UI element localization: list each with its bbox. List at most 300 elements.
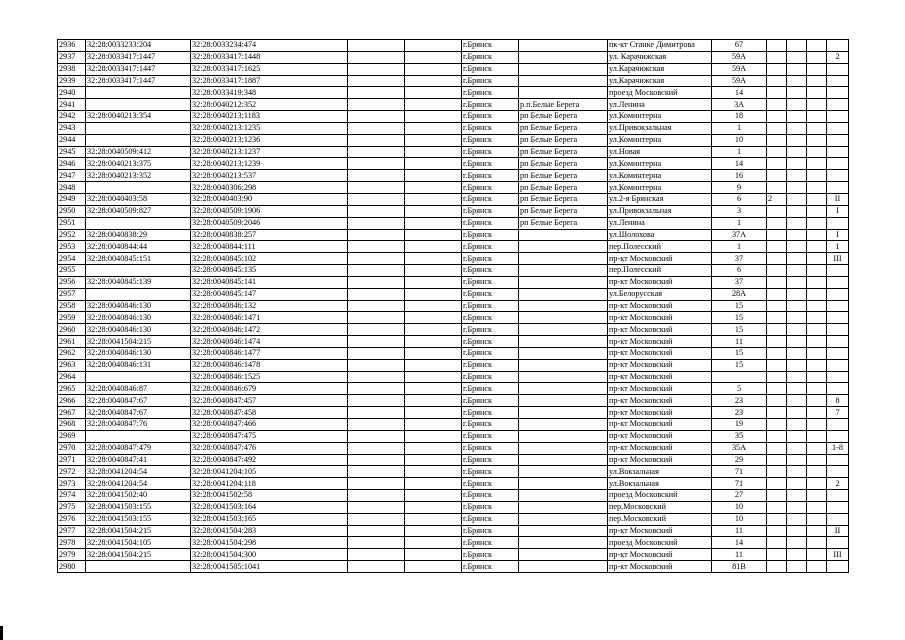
cell-col-10 bbox=[767, 466, 787, 478]
cell-parcel-number bbox=[86, 288, 191, 300]
cell-row-number: 2979 bbox=[58, 549, 86, 561]
cell-col-4 bbox=[348, 134, 405, 146]
cell-col-12 bbox=[807, 170, 827, 182]
cell-col-11 bbox=[787, 407, 807, 419]
cell-col-10 bbox=[767, 205, 787, 217]
cell-col-5 bbox=[405, 170, 462, 182]
cell-col-5 bbox=[405, 407, 462, 419]
cell-object-number: 32:28:0040846:132 bbox=[191, 300, 348, 312]
cell-object-number: 32:28:0040846:1525 bbox=[191, 371, 348, 383]
cell-settlement: рп Белые Берега bbox=[519, 217, 608, 229]
cell-col-11 bbox=[787, 193, 807, 205]
cell-col-11 bbox=[787, 490, 807, 502]
cell-col-10 bbox=[767, 170, 787, 182]
cell-col-10 bbox=[767, 40, 787, 52]
cell-street: проезд Московский bbox=[608, 87, 712, 99]
cell-col-12 bbox=[807, 525, 827, 537]
cell-col-11 bbox=[787, 75, 807, 87]
table-row bbox=[58, 87, 849, 99]
cell-col-10 bbox=[767, 87, 787, 99]
cell-object-number: 32:28:0033417:1448 bbox=[191, 51, 348, 63]
cell-room-number bbox=[827, 111, 849, 123]
cell-col-5 bbox=[405, 40, 462, 52]
cell-col-4 bbox=[348, 324, 405, 336]
cell-street: пр-кт Московский bbox=[608, 383, 712, 395]
cell-city: г.Брянск bbox=[462, 122, 519, 134]
cell-room-number bbox=[827, 371, 849, 383]
cell-col-11 bbox=[787, 419, 807, 431]
cell-col-12 bbox=[807, 430, 827, 442]
cell-object-number: 32:28:0040847:475 bbox=[191, 430, 348, 442]
cell-col-5 bbox=[405, 99, 462, 111]
cell-col-11 bbox=[787, 395, 807, 407]
cell-city: г.Брянск bbox=[462, 99, 519, 111]
table-row bbox=[58, 51, 849, 63]
cell-col-4 bbox=[348, 312, 405, 324]
table-row bbox=[58, 63, 849, 75]
table-row bbox=[58, 111, 849, 123]
cell-city: г.Брянск bbox=[462, 442, 519, 454]
cell-house-number: 6 bbox=[712, 193, 767, 205]
cell-house-number: 5 bbox=[712, 383, 767, 395]
cell-row-number: 2956 bbox=[58, 276, 86, 288]
cell-row-number: 2953 bbox=[58, 241, 86, 253]
table-row bbox=[58, 312, 849, 324]
cell-row-number: 2940 bbox=[58, 87, 86, 99]
cell-col-4 bbox=[348, 111, 405, 123]
cell-col-12 bbox=[807, 513, 827, 525]
cell-col-12 bbox=[807, 359, 827, 371]
cell-city: г.Брянск bbox=[462, 561, 519, 573]
table-row bbox=[58, 300, 849, 312]
cell-row-number: 2967 bbox=[58, 407, 86, 419]
cell-room-number bbox=[827, 122, 849, 134]
cell-col-12 bbox=[807, 288, 827, 300]
cell-settlement bbox=[519, 430, 608, 442]
cell-col-11 bbox=[787, 359, 807, 371]
cell-col-4 bbox=[348, 407, 405, 419]
cell-room-number: I bbox=[827, 229, 849, 241]
cell-room-number: 1-8 bbox=[827, 442, 849, 454]
cell-col-11 bbox=[787, 241, 807, 253]
cell-parcel-number: 32:28:0041503:155 bbox=[86, 513, 191, 525]
cell-settlement: рп Белые Берега bbox=[519, 170, 608, 182]
cell-col-10 bbox=[767, 51, 787, 63]
cell-col-12 bbox=[807, 87, 827, 99]
cell-col-4 bbox=[348, 253, 405, 265]
cell-object-number: 32:28:0041204:105 bbox=[191, 466, 348, 478]
cell-object-number: 32:28:0040846:679 bbox=[191, 383, 348, 395]
cell-col-5 bbox=[405, 205, 462, 217]
cell-col-11 bbox=[787, 288, 807, 300]
cell-col-5 bbox=[405, 182, 462, 194]
cell-street: ул.Вокзальная bbox=[608, 478, 712, 490]
cell-object-number: 32:28:0041503:164 bbox=[191, 501, 348, 513]
cell-col-12 bbox=[807, 51, 827, 63]
cell-col-11 bbox=[787, 501, 807, 513]
cell-settlement bbox=[519, 229, 608, 241]
table-row bbox=[58, 419, 849, 431]
cell-settlement bbox=[519, 490, 608, 502]
cell-row-number: 2951 bbox=[58, 217, 86, 229]
cell-col-11 bbox=[787, 99, 807, 111]
cell-street: ул.Привокзальная bbox=[608, 122, 712, 134]
cell-col-10 bbox=[767, 75, 787, 87]
cell-object-number: 32:28:0041504:298 bbox=[191, 537, 348, 549]
cell-col-12 bbox=[807, 549, 827, 561]
cell-parcel-number: 32:28:0040838:29 bbox=[86, 229, 191, 241]
cell-city: г.Брянск bbox=[462, 146, 519, 158]
cell-object-number: 32:28:0040846:1472 bbox=[191, 324, 348, 336]
cell-col-12 bbox=[807, 324, 827, 336]
cell-col-5 bbox=[405, 324, 462, 336]
cell-col-12 bbox=[807, 501, 827, 513]
cell-col-10 bbox=[767, 419, 787, 431]
cell-col-11 bbox=[787, 549, 807, 561]
cell-house-number bbox=[712, 371, 767, 383]
cell-col-12 bbox=[807, 478, 827, 490]
cell-col-11 bbox=[787, 371, 807, 383]
cell-settlement bbox=[519, 336, 608, 348]
cell-parcel-number bbox=[86, 217, 191, 229]
cell-row-number: 2944 bbox=[58, 134, 86, 146]
cell-col-10 bbox=[767, 561, 787, 573]
cell-street: пр-кт Московский bbox=[608, 276, 712, 288]
table-row bbox=[58, 371, 849, 383]
cell-city: г.Брянск bbox=[462, 63, 519, 75]
cell-room-number bbox=[827, 561, 849, 573]
cell-parcel-number: 32:28:0040846:130 bbox=[86, 324, 191, 336]
cell-object-number: 32:28:0040846:1471 bbox=[191, 312, 348, 324]
cell-house-number: 11 bbox=[712, 549, 767, 561]
cell-row-number: 2943 bbox=[58, 122, 86, 134]
table-row bbox=[58, 490, 849, 502]
cell-col-12 bbox=[807, 241, 827, 253]
cell-city: г.Брянск bbox=[462, 324, 519, 336]
table-row bbox=[58, 525, 849, 537]
cell-city: г.Брянск bbox=[462, 229, 519, 241]
cell-house-number: 59А bbox=[712, 51, 767, 63]
cell-col-10 bbox=[767, 383, 787, 395]
cell-street: ул.Шолохова bbox=[608, 229, 712, 241]
cell-col-10 bbox=[767, 146, 787, 158]
cell-city: г.Брянск bbox=[462, 430, 519, 442]
cell-row-number: 2978 bbox=[58, 537, 86, 549]
cell-col-5 bbox=[405, 419, 462, 431]
cell-settlement bbox=[519, 300, 608, 312]
cell-street: пр-кт Московский bbox=[608, 371, 712, 383]
cell-row-number: 2945 bbox=[58, 146, 86, 158]
cell-row-number: 2970 bbox=[58, 442, 86, 454]
cell-city: г.Брянск bbox=[462, 300, 519, 312]
cell-col-10 bbox=[767, 158, 787, 170]
cell-col-11 bbox=[787, 265, 807, 277]
cell-parcel-number: 32:28:0040847:67 bbox=[86, 407, 191, 419]
cell-city: г.Брянск bbox=[462, 549, 519, 561]
cell-room-number bbox=[827, 63, 849, 75]
cell-object-number: 32:28:0040213:1236 bbox=[191, 134, 348, 146]
cell-row-number: 2965 bbox=[58, 383, 86, 395]
cell-parcel-number bbox=[86, 182, 191, 194]
cell-settlement: рп Белые Берега bbox=[519, 122, 608, 134]
cell-room-number bbox=[827, 40, 849, 52]
cell-col-4 bbox=[348, 241, 405, 253]
cell-house-number: 29 bbox=[712, 454, 767, 466]
cell-street: пр-кт Московский bbox=[608, 395, 712, 407]
cell-street: пр-кт Московский bbox=[608, 347, 712, 359]
cell-city: г.Брянск bbox=[462, 383, 519, 395]
cell-col-11 bbox=[787, 442, 807, 454]
cell-col-4 bbox=[348, 170, 405, 182]
cell-object-number: 32:28:0040212:352 bbox=[191, 99, 348, 111]
cell-object-number: 32:28:0040846:1477 bbox=[191, 347, 348, 359]
cell-col-5 bbox=[405, 87, 462, 99]
cell-city: г.Брянск bbox=[462, 478, 519, 490]
cell-room-number bbox=[827, 75, 849, 87]
cell-col-4 bbox=[348, 300, 405, 312]
cell-house-number: 35А bbox=[712, 442, 767, 454]
cell-col-11 bbox=[787, 561, 807, 573]
cell-city: г.Брянск bbox=[462, 466, 519, 478]
cell-col-4 bbox=[348, 525, 405, 537]
cell-col-12 bbox=[807, 40, 827, 52]
cell-col-5 bbox=[405, 122, 462, 134]
cell-object-number: 32:28:0040844:111 bbox=[191, 241, 348, 253]
cell-col-10 bbox=[767, 229, 787, 241]
cell-row-number: 2966 bbox=[58, 395, 86, 407]
cell-col-10 bbox=[767, 253, 787, 265]
cell-col-4 bbox=[348, 347, 405, 359]
table-row bbox=[58, 122, 849, 134]
cell-col-5 bbox=[405, 383, 462, 395]
cell-col-10 bbox=[767, 265, 787, 277]
cell-street: пр-кт Московский bbox=[608, 359, 712, 371]
cell-col-10 bbox=[767, 513, 787, 525]
cell-house-number: 81В bbox=[712, 561, 767, 573]
cell-parcel-number: 32:28:0033417:1447 bbox=[86, 63, 191, 75]
cell-col-4 bbox=[348, 229, 405, 241]
cell-col-5 bbox=[405, 276, 462, 288]
cell-col-5 bbox=[405, 549, 462, 561]
cell-room-number bbox=[827, 312, 849, 324]
cell-col-12 bbox=[807, 265, 827, 277]
cell-row-number: 2952 bbox=[58, 229, 86, 241]
cell-row-number: 2959 bbox=[58, 312, 86, 324]
cell-house-number: 3 bbox=[712, 205, 767, 217]
cell-col-12 bbox=[807, 217, 827, 229]
cell-city: г.Брянск bbox=[462, 253, 519, 265]
cell-settlement bbox=[519, 288, 608, 300]
cell-row-number: 2972 bbox=[58, 466, 86, 478]
cell-col-4 bbox=[348, 561, 405, 573]
cell-col-10 bbox=[767, 324, 787, 336]
cell-city: г.Брянск bbox=[462, 193, 519, 205]
cell-row-number: 2948 bbox=[58, 182, 86, 194]
cell-street: пр-кт Московский bbox=[608, 525, 712, 537]
cell-room-number bbox=[827, 217, 849, 229]
cell-settlement bbox=[519, 324, 608, 336]
cell-col-12 bbox=[807, 419, 827, 431]
cell-col-12 bbox=[807, 205, 827, 217]
cell-col-12 bbox=[807, 182, 827, 194]
cell-city: г.Брянск bbox=[462, 407, 519, 419]
cell-col-12 bbox=[807, 111, 827, 123]
cell-col-10 bbox=[767, 99, 787, 111]
cell-city: г.Брянск bbox=[462, 241, 519, 253]
cell-col-12 bbox=[807, 229, 827, 241]
cell-col-5 bbox=[405, 561, 462, 573]
cell-col-4 bbox=[348, 63, 405, 75]
cell-house-number: 71 bbox=[712, 466, 767, 478]
cell-settlement bbox=[519, 513, 608, 525]
cell-col-4 bbox=[348, 501, 405, 513]
cell-col-12 bbox=[807, 276, 827, 288]
cell-room-number bbox=[827, 276, 849, 288]
cell-col-10 bbox=[767, 395, 787, 407]
cell-col-10 bbox=[767, 300, 787, 312]
table-row bbox=[58, 347, 849, 359]
cell-street: проезд Московский bbox=[608, 537, 712, 549]
cell-col-5 bbox=[405, 229, 462, 241]
registry-table bbox=[57, 39, 849, 573]
cell-city: г.Брянск bbox=[462, 87, 519, 99]
cell-parcel-number: 32:28:0040846:87 bbox=[86, 383, 191, 395]
table-row bbox=[58, 442, 849, 454]
cell-settlement bbox=[519, 549, 608, 561]
cell-parcel-number: 32:28:0041204:54 bbox=[86, 478, 191, 490]
cell-col-10 bbox=[767, 276, 787, 288]
cell-col-12 bbox=[807, 395, 827, 407]
cell-col-4 bbox=[348, 336, 405, 348]
cell-col-4 bbox=[348, 217, 405, 229]
cell-house-number: 15 bbox=[712, 347, 767, 359]
table-row bbox=[58, 182, 849, 194]
cell-col-11 bbox=[787, 51, 807, 63]
cell-parcel-number: 32:28:0041504:215 bbox=[86, 336, 191, 348]
cell-parcel-number: 32:28:0040844:44 bbox=[86, 241, 191, 253]
table-row bbox=[58, 501, 849, 513]
cell-col-10 bbox=[767, 347, 787, 359]
cell-row-number: 2958 bbox=[58, 300, 86, 312]
cell-street: пр-кт Московский bbox=[608, 312, 712, 324]
cell-col-5 bbox=[405, 193, 462, 205]
cell-settlement bbox=[519, 347, 608, 359]
cell-col-12 bbox=[807, 253, 827, 265]
cell-room-number: 2 bbox=[827, 51, 849, 63]
cell-house-number: 1 bbox=[712, 122, 767, 134]
cell-row-number: 2954 bbox=[58, 253, 86, 265]
cell-settlement: р.п.Белые Берега bbox=[519, 99, 608, 111]
cell-settlement: рп Белые Берега bbox=[519, 193, 608, 205]
cell-object-number: 32:28:0040213:1239 bbox=[191, 158, 348, 170]
cell-house-number: 15 bbox=[712, 312, 767, 324]
cell-object-number: 32:28:0040845:141 bbox=[191, 276, 348, 288]
cell-col-11 bbox=[787, 466, 807, 478]
cell-col-11 bbox=[787, 454, 807, 466]
cell-col-11 bbox=[787, 312, 807, 324]
cell-city: г.Брянск bbox=[462, 359, 519, 371]
cell-col-4 bbox=[348, 288, 405, 300]
cell-room-number bbox=[827, 513, 849, 525]
cell-object-number: 32:28:0040213:1235 bbox=[191, 122, 348, 134]
cell-col-5 bbox=[405, 537, 462, 549]
cell-col-4 bbox=[348, 454, 405, 466]
cell-street: пр-кт Московский bbox=[608, 442, 712, 454]
cell-col-12 bbox=[807, 158, 827, 170]
table-row bbox=[58, 40, 849, 52]
cell-col-11 bbox=[787, 134, 807, 146]
cell-room-number bbox=[827, 490, 849, 502]
cell-parcel-number: 32:28:0041503:155 bbox=[86, 501, 191, 513]
cell-col-12 bbox=[807, 312, 827, 324]
cell-parcel-number bbox=[86, 87, 191, 99]
cell-col-11 bbox=[787, 229, 807, 241]
cell-room-number: III bbox=[827, 253, 849, 265]
cell-col-10 bbox=[767, 241, 787, 253]
cell-parcel-number bbox=[86, 430, 191, 442]
table-row bbox=[58, 205, 849, 217]
cell-col-4 bbox=[348, 419, 405, 431]
cell-row-number: 2977 bbox=[58, 525, 86, 537]
table-row bbox=[58, 193, 849, 205]
cell-row-number: 2969 bbox=[58, 430, 86, 442]
cell-room-number bbox=[827, 430, 849, 442]
cell-col-4 bbox=[348, 193, 405, 205]
cell-col-11 bbox=[787, 170, 807, 182]
cell-street: ул.Ленина bbox=[608, 99, 712, 111]
cell-col-11 bbox=[787, 205, 807, 217]
cell-col-12 bbox=[807, 442, 827, 454]
cell-col-5 bbox=[405, 525, 462, 537]
cell-settlement bbox=[519, 87, 608, 99]
cell-city: г.Брянск bbox=[462, 347, 519, 359]
cell-city: г.Брянск bbox=[462, 182, 519, 194]
cell-col-10 bbox=[767, 525, 787, 537]
cell-col-4 bbox=[348, 383, 405, 395]
cell-object-number: 32:28:0040213:537 bbox=[191, 170, 348, 182]
cell-object-number: 32:28:0040847:466 bbox=[191, 419, 348, 431]
cell-street: пр-кт Московский bbox=[608, 407, 712, 419]
cell-col-11 bbox=[787, 158, 807, 170]
cell-house-number: 1 bbox=[712, 146, 767, 158]
cell-col-5 bbox=[405, 265, 462, 277]
cell-house-number: 37 bbox=[712, 276, 767, 288]
cell-street: ул.2-я Брянская bbox=[608, 193, 712, 205]
cell-settlement bbox=[519, 241, 608, 253]
cell-object-number: 32:28:0040838:257 bbox=[191, 229, 348, 241]
cell-parcel-number bbox=[86, 561, 191, 573]
cell-room-number: II bbox=[827, 193, 849, 205]
cell-col-4 bbox=[348, 430, 405, 442]
cell-col-11 bbox=[787, 253, 807, 265]
cell-parcel-number: 32:28:0040847:76 bbox=[86, 419, 191, 431]
cell-col-12 bbox=[807, 134, 827, 146]
cell-col-11 bbox=[787, 217, 807, 229]
cell-parcel-number: 32:28:0040847:41 bbox=[86, 454, 191, 466]
cell-row-number: 2942 bbox=[58, 111, 86, 123]
cell-room-number bbox=[827, 501, 849, 513]
cell-col-12 bbox=[807, 99, 827, 111]
cell-col-4 bbox=[348, 490, 405, 502]
cell-col-5 bbox=[405, 490, 462, 502]
cell-room-number bbox=[827, 300, 849, 312]
cell-street: ул.Коминтерна bbox=[608, 158, 712, 170]
cell-parcel-number: 32:28:0040846:130 bbox=[86, 300, 191, 312]
cell-object-number: 32:28:0040403:90 bbox=[191, 193, 348, 205]
cell-col-10 bbox=[767, 134, 787, 146]
cell-row-number: 2962 bbox=[58, 347, 86, 359]
cell-house-number: 11 bbox=[712, 525, 767, 537]
